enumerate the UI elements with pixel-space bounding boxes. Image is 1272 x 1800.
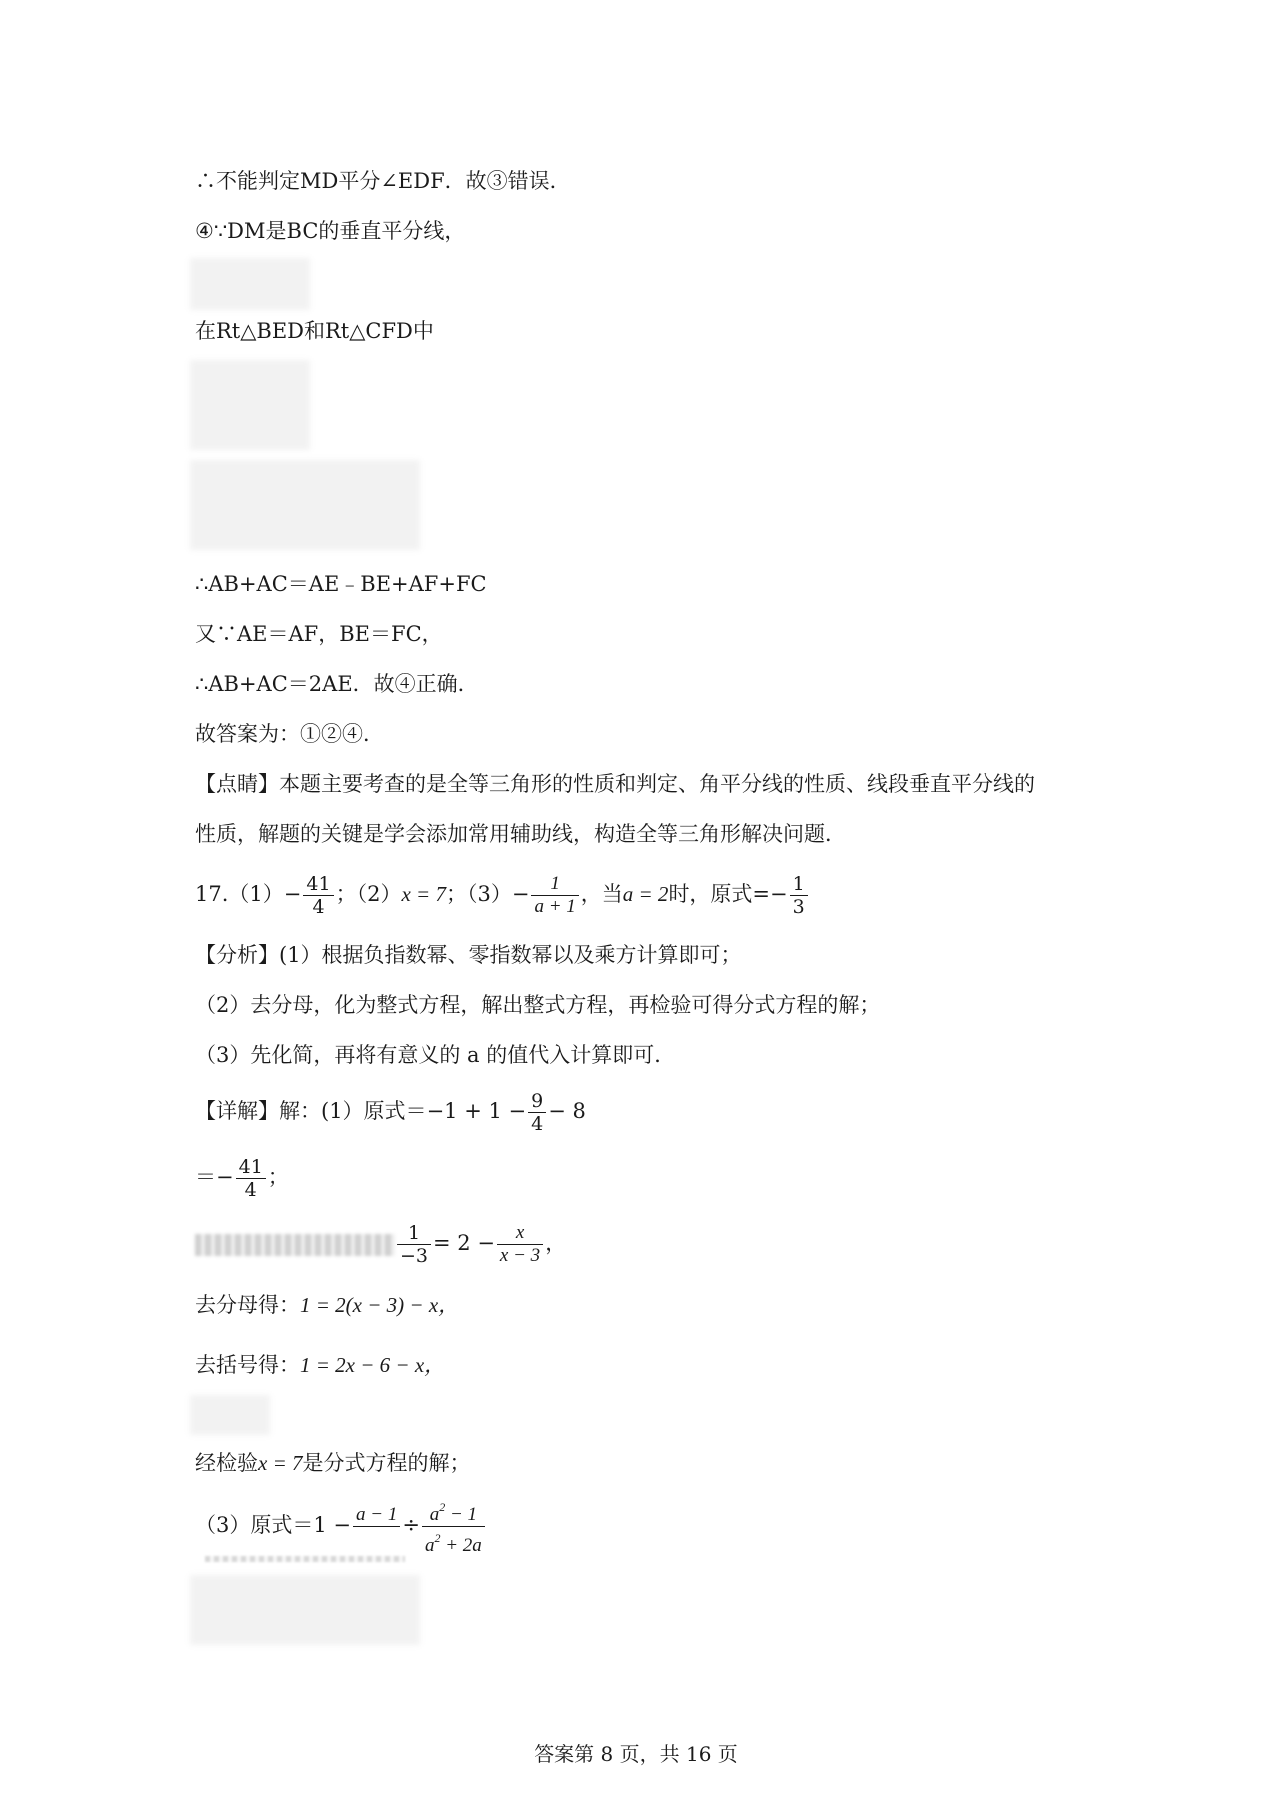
math: 1 = 2(x − 3) − x， — [300, 1293, 460, 1317]
line-sum: ∴AB+AC＝AE﹣BE+AF+FC — [195, 572, 487, 596]
blurred-text — [205, 1556, 405, 1562]
text: 经检验 — [195, 1451, 258, 1475]
separator: ；（2） — [335, 882, 402, 906]
text: ，当 — [580, 882, 623, 906]
minus-sign: − — [283, 882, 302, 906]
math: a = 2 — [622, 882, 669, 906]
denominator — [422, 1526, 485, 1557]
fraction — [531, 873, 578, 918]
q17-answer-line — [195, 870, 810, 918]
blurred-region — [190, 1575, 420, 1645]
blurred-region — [190, 258, 310, 310]
denominator: 4 — [528, 1112, 546, 1135]
numerator: 41 — [238, 1156, 263, 1178]
line-answer: 故答案为：①②④． — [195, 722, 384, 746]
punctuation: ； — [267, 1165, 289, 1189]
question-number: 17. — [195, 882, 229, 906]
line-given: 又∵AE＝AF，BE＝FC， — [195, 622, 443, 646]
fraction — [422, 1496, 485, 1557]
denominator: 4 — [236, 1178, 266, 1201]
fraction — [353, 1504, 400, 1549]
line-clear-denominator — [195, 1290, 459, 1320]
fraction — [397, 1222, 431, 1267]
text: （3）原式＝1 − — [195, 1513, 351, 1537]
numerator: x — [515, 1222, 525, 1243]
denominator: a + 1 — [531, 895, 578, 918]
blurred-region — [190, 1395, 270, 1435]
numerator — [422, 1496, 485, 1526]
text: 是分式方程的解； — [302, 1451, 471, 1475]
math: 1 = 2x − 6 − x， — [300, 1353, 446, 1377]
blurred-text — [195, 1234, 395, 1256]
line-conclusion-3: ∴不能判定MD平分∠EDF．故③错误． — [195, 169, 571, 193]
math: = 2 − — [433, 1231, 495, 1255]
detail-line-1 — [195, 1086, 586, 1136]
denominator: x − 3 — [497, 1244, 543, 1267]
math: x = 7 — [258, 1451, 303, 1475]
exponent: 2 — [439, 1500, 446, 1514]
denominator — [353, 1526, 400, 1549]
math: − 1 — [445, 1504, 478, 1525]
fraction — [236, 1156, 266, 1201]
denominator: 4 — [303, 895, 333, 918]
line-analysis-1: 【分析】(1）根据负指数幂、零指数幂以及乘方计算即可； — [195, 943, 742, 967]
exponent: 2 — [434, 1531, 441, 1545]
numerator: 1 — [407, 1222, 421, 1244]
text: 时，原式=− — [668, 882, 788, 906]
text: 去括号得： — [195, 1353, 300, 1377]
detail-label: 【详解】解：(1）原式＝ — [195, 1099, 427, 1123]
fraction — [790, 873, 808, 918]
numerator: 1 — [550, 873, 560, 894]
line-remove-brackets — [195, 1350, 445, 1380]
line-statement-4: ④∵DM是BC的垂直平分线， — [195, 219, 466, 243]
part3-line — [195, 1496, 487, 1557]
math: a — [424, 1535, 435, 1556]
fraction — [497, 1222, 543, 1267]
line-analysis-2: （2）去分母，化为整式方程，解出整式方程，再检验可得分式方程的解； — [195, 993, 881, 1017]
numerator: 41 — [306, 873, 331, 895]
line-comment-1: 【点睛】本题主要考查的是全等三角形的性质和判定、角平分线的性质、线段垂直平分线的 — [195, 772, 1035, 796]
punctuation: ， — [545, 1231, 567, 1255]
numerator: 1 — [792, 873, 805, 895]
blurred-region — [190, 360, 310, 450]
equation-line-2 — [195, 1218, 566, 1268]
line-analysis-3: （3）先化简，再将有意义的 a 的值代入计算即可． — [195, 1043, 676, 1067]
denominator: −3 — [397, 1244, 431, 1267]
math: −1 + 1 − — [426, 1099, 527, 1123]
math: ＝− — [195, 1165, 234, 1189]
line-comment-2: 性质，解题的关键是学会添加常用辅助线，构造全等三角形解决问题． — [195, 822, 846, 846]
denominator: 3 — [790, 895, 808, 918]
math: − 8 — [548, 1099, 586, 1123]
blurred-region — [190, 460, 420, 550]
math: + 2a — [440, 1535, 482, 1556]
fraction — [528, 1090, 546, 1135]
numerator: a − 1 — [356, 1504, 398, 1525]
text: 去分母得： — [195, 1293, 300, 1317]
math: x = 7 — [401, 882, 446, 906]
line-verify — [195, 1448, 471, 1478]
separator: ；（3） — [445, 882, 512, 906]
line-conclusion-4: ∴AB+AC＝2AE．故④正确． — [195, 672, 479, 696]
page-footer: 答案第 8 页，共 16 页 — [534, 1742, 738, 1766]
detail-line-2 — [195, 1152, 289, 1202]
line-triangles: 在Rt△BED和Rt△CFD中 — [195, 319, 434, 343]
numerator: 9 — [531, 1090, 544, 1112]
math: ÷ — [402, 1513, 420, 1537]
part-label: （1） — [228, 882, 284, 906]
minus-sign: − — [511, 882, 530, 906]
math: a — [429, 1504, 440, 1525]
fraction — [303, 873, 333, 918]
